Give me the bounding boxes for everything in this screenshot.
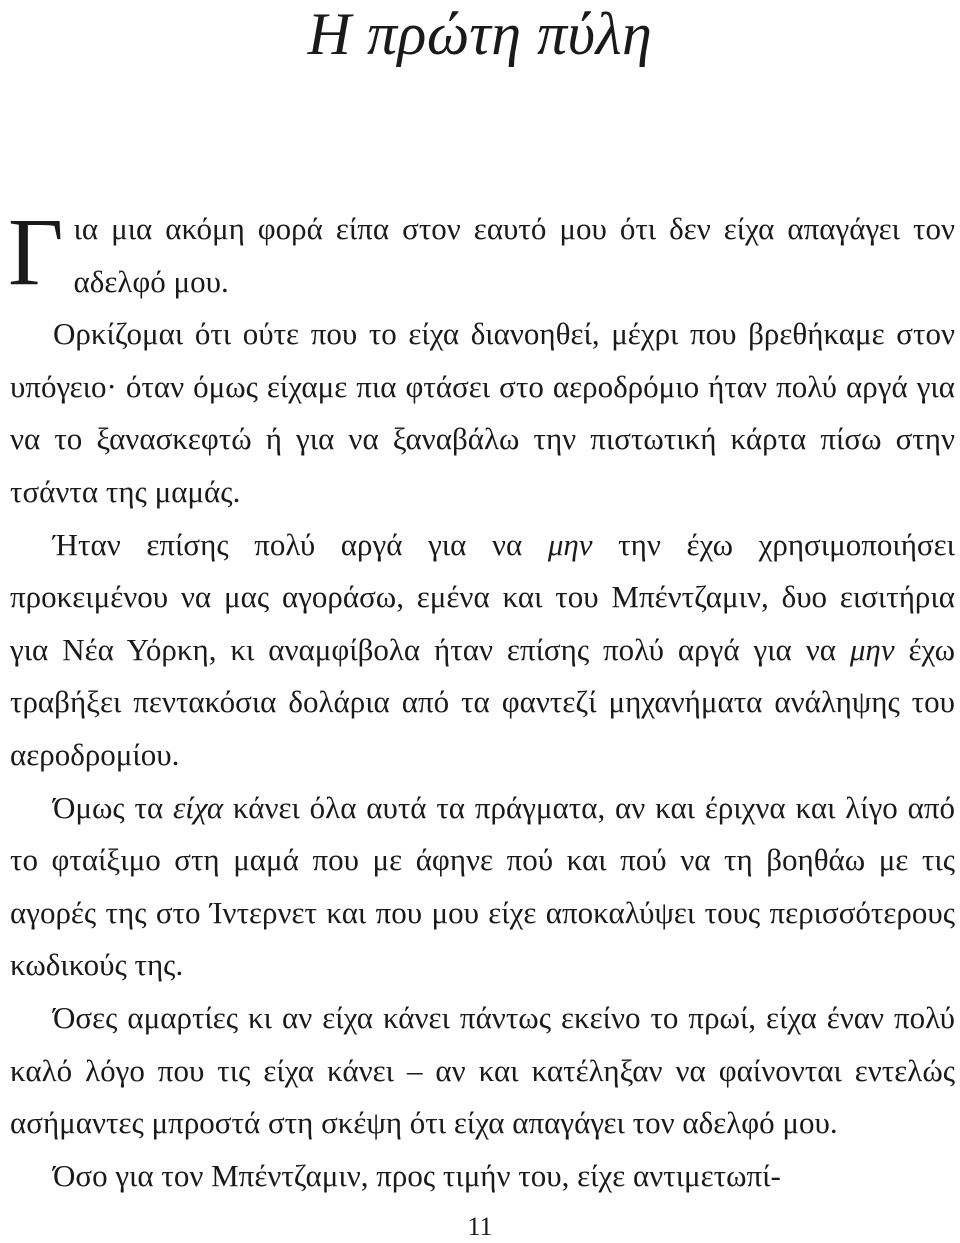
- chapter-title: Η πρώτη πύλη: [307, 1, 653, 67]
- paragraph-3: [10, 519, 955, 782]
- body-text: [8, 198, 955, 1202]
- paragraph-6: Όσο για τον Μπέντζαμιν, προς τιμήν του, είχε αντιμετωπί-: [53, 1157, 781, 1193]
- emphasis-word: μην: [547, 526, 593, 562]
- paragraph-3-text-b: την έχω χρησιμοποιήσει προκειμένου να μας αγοράσω, εμένα και του Μπέντζαμιν, δυο εισιτήρια για Νέα Υόρκη, κι αναμφίβολα ήταν επίσης πολύ αργά για να: [10, 526, 955, 667]
- emphasis-word: είχα: [173, 789, 224, 825]
- drop-cap: Γ: [8, 198, 64, 305]
- paragraph-4-text-b: κάνει όλα αυτά τα πράγματα, αν και έριχνα και λίγο από το φταίξιμο στη μαμά που με άφηνε πού και πού να τη βοηθάω με τις αγορές της στο Ίντερνετ και που μου είχε αποκαλύψει τους περισσότερους κωδικούς της.: [10, 789, 955, 983]
- emphasis-word: μην: [849, 631, 895, 667]
- paragraph-4: [10, 782, 955, 992]
- paragraph-1-text: ια μια ακόμη φορά είπα στον εαυτό μου ότι δεν είχα απαγάγει τον αδελφό μου.: [73, 211, 955, 299]
- paragraph-3-text-c: έχω τραβήξει πεντακόσια δολάρια από τα φαντεζί μηχανήματα ανάληψης του αεροδρομίου.: [10, 631, 955, 772]
- paragraph-4-text-a: Όμως τα: [53, 789, 173, 825]
- paragraph-1: [8, 198, 955, 308]
- paragraph-2: Ορκίζομαι ότι ούτε που το είχα διανοηθεί, μέχρι που βρεθήκαμε στον υπόγειο· όταν όμως είχαμε πια φτάσει στο αεροδρόμιο ήταν πολύ αργά για να το ξανασκεφτώ ή για να ξαναβάλω την πιστωτική κάρτα πίσω στην τσάντα της μαμάς.: [10, 316, 955, 509]
- page-number: 11: [467, 1212, 493, 1241]
- paragraph-5: Όσες αμαρτίες κι αν είχα κάνει πάντως εκείνο το πρωί, είχα έναν πολύ καλό λόγο που τις είχα κάνει – αν και κατέληξαν να φαίνονται εντελώς ασήμαντες μπροστά στη σκέψη ότι είχα απαγάγει τον αδελφό μου.: [10, 999, 955, 1141]
- paragraph-3-text-a: Ήταν επίσης πολύ αργά για να: [53, 526, 548, 562]
